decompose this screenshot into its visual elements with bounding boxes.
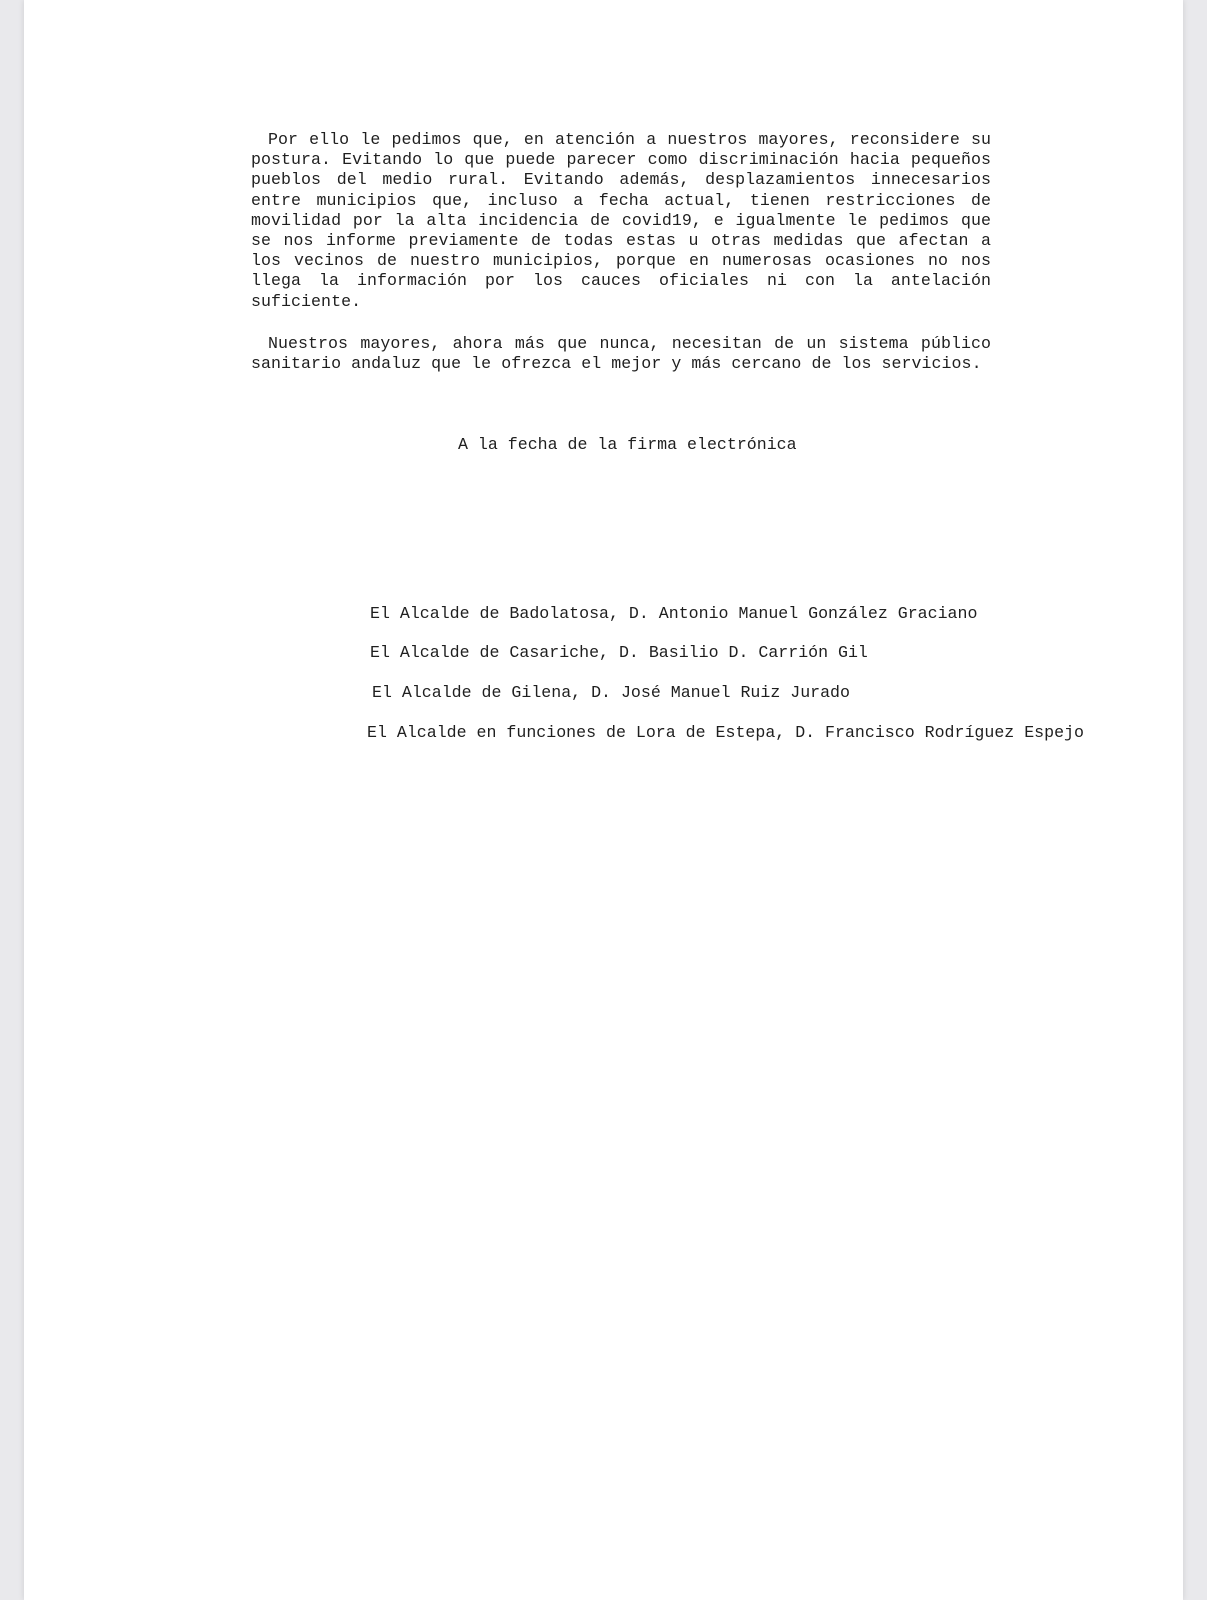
signature-line: El Alcalde en funciones de Lora de Estepa, D. Francisco Rodríguez Espejo bbox=[367, 723, 1084, 742]
signature-line: El Alcalde de Casariche, D. Basilio D. Carrión Gil bbox=[370, 643, 868, 662]
date-line: A la fecha de la firma electrónica bbox=[458, 435, 797, 454]
signature-line: El Alcalde de Badolatosa, D. Antonio Manuel González Graciano bbox=[370, 604, 978, 623]
document-page bbox=[24, 0, 1183, 1600]
body-paragraph: Por ello le pedimos que, en atención a nuestros mayores, reconsidere su postura. Evitando lo que puede parecer como discriminación hacia pequeños pueblos del medio rural. Evitando además, desplazamientos innecesarios entre municipios que, incluso a fecha actual, tienen restricciones de movilidad por la alta incidencia de covid19, e igualmente le pedimos que se nos informe previamente de todas estas u otras medidas que afectan a los vecinos de nuestro municipios, porque en numerosas ocasiones no nos llega la información por los cauces oficiales ni con la antelación suficiente. bbox=[251, 130, 991, 311]
signature-line: El Alcalde de Gilena, D. José Manuel Ruiz Jurado bbox=[372, 683, 850, 702]
body-paragraph: Nuestros mayores, ahora más que nunca, necesitan de un sistema público sanitario andaluz que le ofrezca el mejor y más cercano de los servicios. bbox=[251, 334, 991, 374]
